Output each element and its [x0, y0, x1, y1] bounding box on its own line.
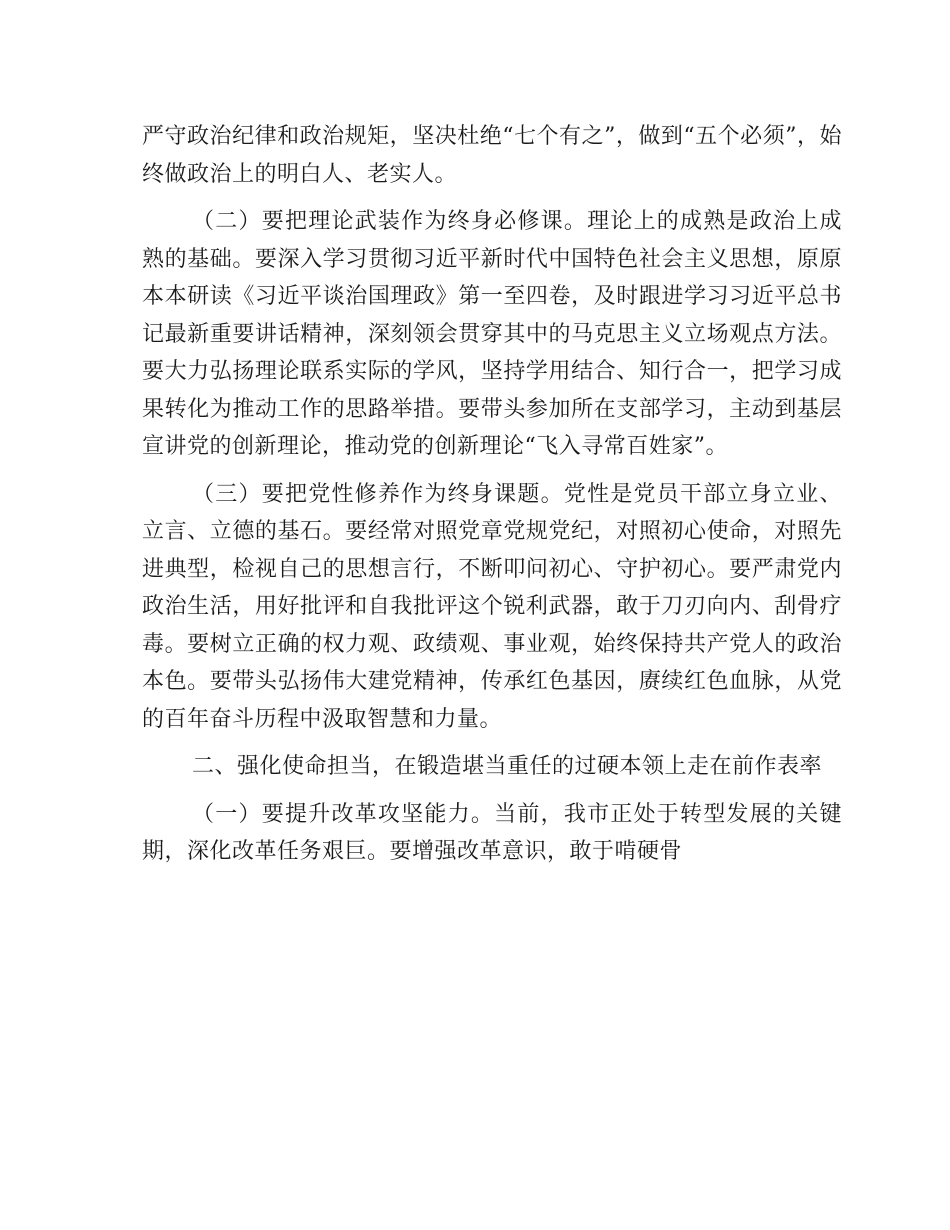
document-body	[142, 118, 842, 881]
paragraph-party-spirit: （三）要把党性修养作为终身课题。党性是党员干部立身立业、立言、立德的基石。要经常对照党章党规党纪，对照初心使命，对照先进典型，检视自己的思想言行，不断叩问初心、守护初心。要严肃党内政治生活，用好批评和自我批评这个锐利武器，敢于刀刃向内、刮骨疗毒。要树立正确的权力观、政绩观、事业观，始终保持共产党人的政治本色。要带头弘扬伟大建党精神，传承红色基因，赓续红色血脉，从党的百年奋斗历程中汲取智慧和力量。	[142, 481, 842, 732]
paragraph-reform-capability: （一）要提升改革攻坚能力。当前，我市正处于转型发展的关键期，深化改革任务艰巨。要增强改革意识，敢于啃硬骨	[142, 801, 842, 864]
section-heading-two: 二、强化使命担当，在锻造堪当重任的过硬本领上走在前作表率	[192, 754, 823, 779]
paragraph-continuation: 严守政治纪律和政治规矩，坚决杜绝“七个有之”，做到“五个必须”，始终做政治上的明白人、老实人。	[142, 124, 842, 187]
paragraph-theory-study: （二）要把理论武装作为终身必修课。理论上的成熟是政治上成熟的基础。要深入学习贯彻习近平新时代中国特色社会主义思想，原原本本研读《习近平谈治国理政》第一至四卷，及时跟进学习习近平总书记最新重要讲话精神，深刻领会贯穿其中的马克思主义立场观点方法。要大力弘扬理论联系实际的学风，坚持学用结合、知行合一，把学习成果转化为推动工作的思路举措。要带头参加所在支部学习，主动到基层宣讲党的创新理论，推动党的创新理论“飞入寻常百姓家”。	[142, 209, 842, 459]
